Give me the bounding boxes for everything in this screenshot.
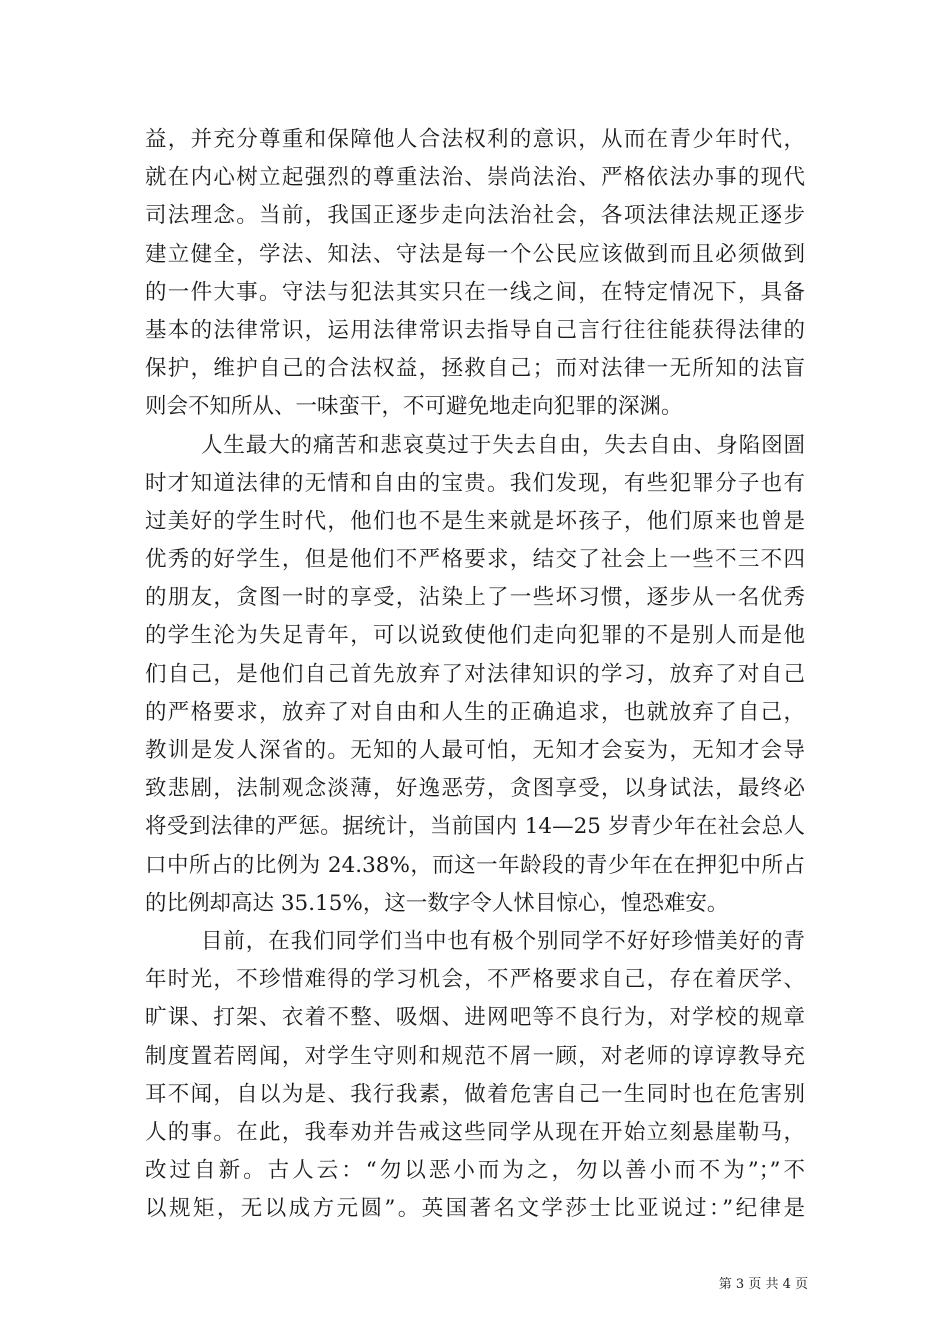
text-line: 们自己，是他们自己首先放弃了对法律知识的学习，放弃了对自己	[145, 661, 805, 687]
paragraph-start-line: 目前，在我们同学们当中也有极个别同学不好好珍惜美好的青	[201, 928, 805, 954]
text-line: 制度置若罔闻，对学生守则和规范不屑一顾，对老师的谆谆教导充	[145, 1043, 805, 1069]
text-line: 将受到法律的严惩。据统计，当前国内 14—25 岁青少年在社会总人	[145, 814, 805, 840]
text-line: 口中所占的比例为 24.38%，而这一年龄段的青少年在在押犯中所占	[145, 852, 805, 878]
text-line: 的朋友，贪图一时的享受，沾染上了一些坏习惯，逐步从一名优秀	[145, 585, 805, 611]
page-number-footer: 第 3 页 共 4 页	[718, 1277, 808, 1292]
text-line: 则会不知所从、一味蛮干，不可避免地走向犯罪的深渊。	[145, 394, 683, 420]
text-line: 改过自新。古人云：“勿以恶小而为之，勿以善小而不为”；”不	[145, 1158, 805, 1184]
text-line: 耳不闻，自以为是、我行我素，做着危害自己一生同时也在危害别	[145, 1081, 805, 1107]
text-line: 致悲剧，法制观念淡薄，好逸恶劳，贪图享受，以身试法，最终必	[145, 776, 805, 802]
text-line: 的学生沦为失足青年，可以说致使他们走向犯罪的不是别人而是他	[145, 623, 805, 649]
text-line: 保护，维护自己的合法权益，拯救自己；而对法律一无所知的法盲	[145, 356, 805, 382]
text-line: 教训是发人深省的。无知的人最可怕，无知才会妄为，无知才会导	[145, 738, 805, 763]
text-line: 年时光，不珍惜难得的学习机会，不严格要求自己，存在着厌学、	[145, 967, 805, 993]
paragraph-start-line: 人生最大的痛苦和悲哀莫过于失去自由，失去自由、身陷囹圄	[201, 432, 805, 458]
text-line: 人的事。在此，我奉劝并告戒这些同学从现在开始立刻悬崖勒马，	[145, 1119, 805, 1145]
text-line: 时才知道法律的无情和自由的宝贵。我们发现，有些犯罪分子也有	[145, 470, 805, 496]
text-line: 建立健全，学法、知法、守法是每一个公民应该做到而且必须做到	[145, 241, 805, 267]
text-line: 过美好的学生时代，他们也不是生来就是坏孩子，他们原来也曾是	[145, 508, 805, 534]
text-line: 的严格要求，放弃了对自由和人生的正确追求，也就放弃了自己，	[145, 699, 805, 725]
text-line: 的比例却高达 35.15%，这一数字令人怵目惊心，惶恐难安。	[145, 890, 729, 916]
text-line: 的一件大事。守法与犯法其实只在一线之间，在特定情况下，具备	[145, 279, 805, 305]
text-line: 旷课、打架、衣着不整、吸烟、进网吧等不良行为，对学校的规章	[145, 1005, 805, 1031]
body-text	[145, 121, 805, 1228]
text-line: 益，并充分尊重和保障他人合法权利的意识，从而在青少年时代，	[145, 127, 805, 152]
text-line: 优秀的好学生，但是他们不严格要求，结交了社会上一些不三不四	[145, 547, 805, 573]
text-line: 基本的法律常识，运用法律常识去指导自己言行往往能获得法律的	[145, 317, 805, 343]
text-line: 以规矩，无以成方元圆”。英国著名文学莎士比亚说过：”纪律是	[145, 1196, 805, 1222]
text-line: 就在内心树立起强烈的尊重法治、崇尚法治、严格依法办事的现代	[145, 165, 805, 191]
text-line: 司法理念。当前，我国正逐步走向法治社会，各项法律法规正逐步	[145, 203, 805, 229]
